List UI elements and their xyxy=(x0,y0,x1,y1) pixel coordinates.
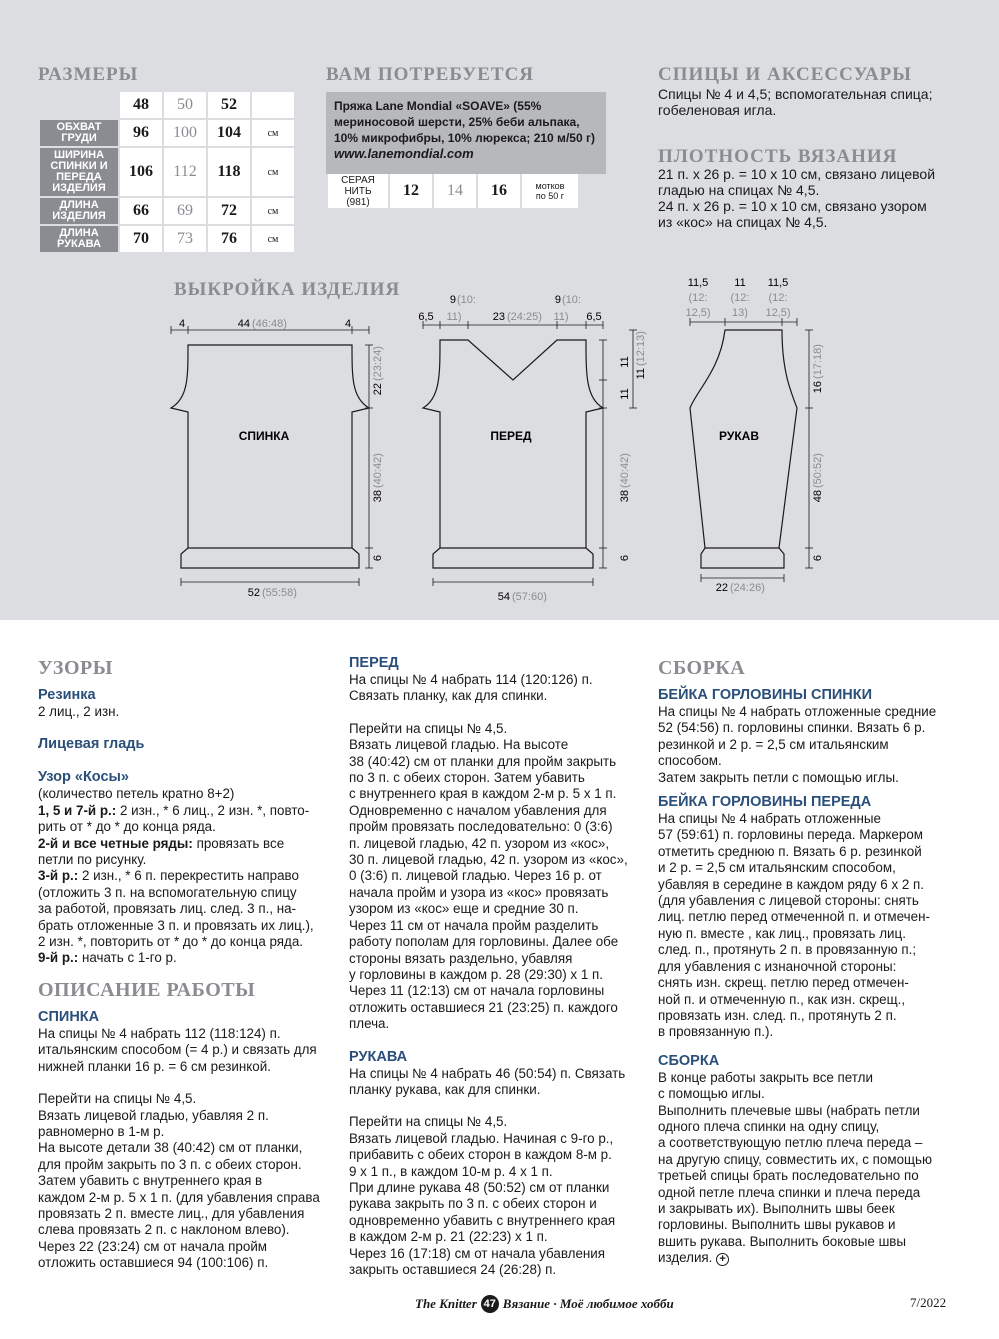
text-line: одной петле плеча спинки и плеча переда xyxy=(658,1184,921,1200)
text-line: На спицы № 4 набрать 112 (118:124) п. xyxy=(38,1025,281,1041)
text-line: (отложить 3 п. на вспомогательную спицу xyxy=(38,884,297,900)
column-3 xyxy=(658,655,963,1267)
text-line: отложить оставшиеся 21 (23:25) п. каждого xyxy=(349,999,618,1015)
unit-cell: см xyxy=(252,226,294,252)
text-line: На спицы № 4 набрать 114 (120:126) п. xyxy=(349,672,593,687)
dim-label: (10: xyxy=(562,294,581,306)
text-line: с помощью иглы. xyxy=(658,1086,765,1102)
yarn-unit: мотков по 50 г xyxy=(522,174,578,208)
text-line: Вязать лицевой гладью, убавляя 2 п. xyxy=(38,1107,269,1123)
dim-label: 11,5 xyxy=(767,277,789,289)
table-cell: 14 xyxy=(434,174,476,208)
text-line: (для убавления с лицевой стороны: снять xyxy=(658,893,919,909)
dim-label: 11 xyxy=(635,368,647,380)
dim-label: 6,5 xyxy=(418,311,434,323)
text-line: Вязать лицевой гладью. На высоте xyxy=(349,737,569,753)
text-line: На спицы № 4 набрать отложенные xyxy=(658,811,881,827)
text-line: стороны вязать раздельно, убавляя xyxy=(349,950,573,966)
dim-label: 9 xyxy=(449,294,456,306)
dim-label: 38 xyxy=(619,490,631,503)
text-line: 2 изн. *, повторить от * до * до конца ряда. xyxy=(38,934,304,950)
section-heading: УЗОРЫ xyxy=(38,657,113,679)
dim-label: 38 xyxy=(372,490,384,503)
issue-number: 7/2022 xyxy=(910,1295,947,1310)
dim-label: 11) xyxy=(553,311,569,323)
back-band xyxy=(181,548,359,568)
dim-label: 11) xyxy=(446,311,462,323)
text-line: равномерно в 1-м р. xyxy=(38,1123,165,1139)
text-line: При длине рукава 48 (50:52) см от планки xyxy=(349,1179,610,1195)
dim-label: (57:60) xyxy=(512,591,547,603)
text-line: провязать изн. след. п., протянуть 2 п. xyxy=(658,1007,897,1023)
text-line: В конце работы закрыть все петли xyxy=(658,1069,873,1085)
back-outline xyxy=(171,345,369,548)
text-line: 3-й р.: 2 изн., * 6 п. перекрестить направо xyxy=(38,868,299,884)
text-line: за работой, провязать лиц. след. 3 п., на- xyxy=(38,901,297,917)
text-line: п. лицевой гладью, 42 п. узором из «кос», xyxy=(349,835,610,851)
dim-label: (50:52) xyxy=(812,453,824,488)
text-line: Через 22 (23:24) см от начала пройм xyxy=(38,1238,268,1254)
gauge-text: 21 п. x 26 р. = 10 x 10 см, связано лицевой гладью на спицах № 4,5. 24 п. x 26 р. = 10 x 10 см, связано узором из «кос» на спицах № 4,5. xyxy=(658,166,936,230)
text-line: итальянским способом (= 4 р.) и связать для xyxy=(38,1042,317,1058)
subheading: Лицевая гладь xyxy=(38,736,145,753)
text-line: след. п., протянуть 2 п. в провязанную п.; xyxy=(658,942,917,958)
text-line: для убавления с изнаночной стороны: xyxy=(658,958,897,974)
text-line: и 2 р. = 2,5 см итальянским способом, xyxy=(658,860,896,876)
sleeve-label: РУКАВ xyxy=(719,429,759,443)
dim-label: (12: xyxy=(768,292,788,304)
text-line: каждом 2-м р. 5 x 1 п. (для убавления справа xyxy=(38,1189,320,1205)
text-line: 0 (3:6) п. лицевой гладью. Через 16 р. от xyxy=(349,868,602,884)
text-line: ную п. вместе , как лиц., провязать лиц. xyxy=(658,925,906,941)
dim-label: 48 xyxy=(812,490,824,503)
column-2 xyxy=(349,655,649,1278)
text-line: Затем закрыть петли с помощью иглы. xyxy=(658,769,899,785)
brand-name: The Knitter xyxy=(415,1296,477,1311)
table-cell: 100 xyxy=(164,120,206,146)
text-line: На спицы № 4 набрать 46 (50:54) п. Связать xyxy=(349,1065,626,1081)
dim-label: 22 xyxy=(715,582,728,594)
front-label: ПЕРЕД xyxy=(490,429,532,443)
subheading: Резинка xyxy=(38,687,96,703)
subheading: РУКАВА xyxy=(349,1048,408,1065)
table-cell: 112 xyxy=(164,148,206,196)
table-cell: 76 xyxy=(208,226,250,252)
yarn-line: Пряжа Lane Mondial «SOAVE» (55% xyxy=(334,99,542,113)
dim-label: 6 xyxy=(812,554,824,562)
text-line: закрыть оставшиеся 24 (26:28) п. xyxy=(349,1262,557,1277)
dim-label: 16 xyxy=(812,381,824,394)
dim-label: (24:25) xyxy=(507,311,542,323)
dim-label: 9 xyxy=(554,294,561,306)
text-line: Одновременно с началом убавления для xyxy=(349,802,607,818)
text-line: ной п. и отмеченную п., как изн. скрещ., xyxy=(658,991,906,1007)
text-line: 2-й и все четные ряды: провязать все xyxy=(38,835,285,851)
text-line: по 3 п. с обеих сторон. Затем убавить xyxy=(349,770,585,786)
text-line: 38 (40:42) см от планки для пройм закрыть xyxy=(349,753,617,769)
text-line: у горловины в каждом р. 28 (29:30) x 1 п. xyxy=(349,966,603,982)
yarn-line: мериносовой шерсти, 25% беби альпака, xyxy=(334,115,580,129)
dim-label: 22 xyxy=(372,383,384,396)
paragraph: 2 лиц., 2 изн. xyxy=(38,704,120,719)
dim-label: 11 xyxy=(619,356,631,368)
text-line: в каждом 2-м р. 21 (22:23) x 1 п. xyxy=(349,1229,548,1245)
needles-text: Спицы № 4 и 4,5; вспомогательная спица; гобеленовая игла. xyxy=(658,86,933,118)
text-line: петли по рисунку. xyxy=(38,852,147,868)
text-line: Связать планку, как для спинки. xyxy=(349,688,548,704)
text-line: в провязанную п.). xyxy=(658,1024,774,1040)
text-line: 1, 5 и 7-й р.: 2 изн., * 6 лиц., 2 изн. *, повто- xyxy=(38,802,310,818)
text-line: на другую спицу, совместить их, с помощью xyxy=(658,1151,933,1167)
dim-label: (10: xyxy=(457,294,476,306)
text-line: а соответствующую петлю плеча переда – xyxy=(658,1135,923,1151)
size-48: 48 xyxy=(120,92,162,118)
table-cell: 66 xyxy=(120,198,162,224)
unit-cell: см xyxy=(252,198,294,224)
dim-label: 6,5 xyxy=(586,311,602,323)
text-line: 30 п. лицевой гладью, 42 п. узором из «кос», xyxy=(349,852,628,868)
text-line: третьей спицы брать последовательно по xyxy=(658,1168,919,1184)
text-line: Перейти на спицы № 4,5. xyxy=(349,720,508,736)
need-title: ВАМ ПОТРЕБУЕТСЯ xyxy=(326,64,535,85)
section-heading: ОПИСАНИЕ РАБОТЫ xyxy=(38,978,256,1001)
dim-label: 52 xyxy=(247,587,260,599)
dim-label: (24:26) xyxy=(730,582,765,594)
text-line: Перейти на спицы № 4,5. xyxy=(38,1091,197,1107)
text-line: Через 16 (17:18) см от начала убавления xyxy=(349,1245,606,1261)
size-52: 52 xyxy=(208,92,250,118)
tagline: Вязание · Моё любимое хобби xyxy=(502,1296,674,1311)
text-line: Вязать лицевой гладью. Начиная с 9-го р., xyxy=(349,1130,614,1146)
table-cell: 104 xyxy=(208,120,250,146)
text-line: прибавить с обеих сторон в каждом 8-м р. xyxy=(349,1147,612,1163)
text-line: горловины. Выполнить швы рукавов и xyxy=(658,1217,896,1233)
row-label: ДЛИНА ИЗДЕЛИЯ xyxy=(40,198,118,224)
dim-label: 44 xyxy=(237,318,250,330)
text-line: рукава закрыть по 3 п. с обеих сторон и xyxy=(349,1196,597,1212)
row-label: ШИРИНА СПИНКИ И ПЕРЕДА ИЗДЕЛИЯ xyxy=(40,148,118,196)
text-line: отметить среднюю п. Вязать 6 р. резинкой xyxy=(658,843,922,859)
front-band xyxy=(433,548,593,568)
unit-cell: см xyxy=(252,120,294,146)
text-line: планку рукава, как для спинки. xyxy=(349,1081,541,1097)
table-cell: 118 xyxy=(208,148,250,196)
dim-label: 11 xyxy=(619,388,631,400)
text-line: 9 x 1 п., в каждом 10-м р. 4 x 1 п. xyxy=(349,1163,553,1179)
end-mark-icon: + xyxy=(716,1253,729,1266)
text-line: узором из «кос» еще и средние 30 п. xyxy=(349,901,579,917)
subheading: Узор «Косы» xyxy=(38,769,129,786)
text-line: начала пройм и узора из «кос» провязать xyxy=(349,884,609,900)
text-line: для пройм закрыть по 3 п. с обеих сторон. xyxy=(38,1156,302,1172)
text-line: провязать 2 п. вместе лиц., для убавления xyxy=(38,1205,305,1221)
table-cell: 12 xyxy=(390,174,432,208)
dim-label: 4 xyxy=(178,318,186,330)
dim-label: 12,5) xyxy=(765,307,791,319)
yarn-color-label: СЕРАЯ НИТЬ (981) xyxy=(328,174,388,208)
table-cell: 73 xyxy=(164,226,206,252)
needles-title: СПИЦЫ И АКСЕССУАРЫ xyxy=(658,64,912,85)
table-cell: 70 xyxy=(120,226,162,252)
dim-label: 6 xyxy=(619,554,631,562)
subheading: БЕЙКА ГОРЛОВИНЫ ПЕРЕДА xyxy=(658,794,872,811)
yarn-url: www.lanemondial.com xyxy=(334,146,474,161)
text-line: рить от * до * до конца ряда. xyxy=(38,819,216,835)
text-line: убавляя в середине в каждом ряду 6 x 2 п. xyxy=(658,876,925,892)
dim-label: 6 xyxy=(372,554,384,562)
text-line: 57 (59:61) п. горловины переда. Маркером xyxy=(658,827,923,843)
dim-label: (40:42) xyxy=(372,453,384,488)
text-line: брать отложенные 3 п. и провязать их лиц.), xyxy=(38,917,314,933)
size-50: 50 xyxy=(164,92,206,118)
subheading: СПИНКА xyxy=(38,1008,100,1025)
text-line: одновременно убавить с внутреннего края xyxy=(349,1212,616,1228)
text-line: лиц. петлю перед отмеченной п. и отмечен- xyxy=(658,909,930,925)
text-line: снять изн. скрещ. петлю перед отмечен- xyxy=(658,975,909,991)
dim-label: (12: xyxy=(730,292,750,304)
text-line: Перейти на спицы № 4,5. xyxy=(349,1114,508,1130)
text-line: 9-й р.: начать с 1-го р. xyxy=(38,950,177,966)
text-line: изделия. + xyxy=(658,1250,963,1266)
dim-label: (23:24) xyxy=(372,346,384,381)
text-line: вшить рукава. Выполнить боковые швы xyxy=(658,1233,907,1249)
row-label: ОБХВАТ ГРУДИ xyxy=(40,120,118,146)
dim-label: (55:58) xyxy=(262,587,297,599)
front-outline xyxy=(423,340,603,548)
subheading: СБОРКА xyxy=(658,1052,720,1069)
text-line: слева провязать 2 п. с наклоном влево). xyxy=(38,1222,290,1238)
text-line: На спицы № 4 набрать отложенные средние xyxy=(658,704,937,719)
dim-label: 11,5 xyxy=(687,277,709,289)
yarn-line: 10% микрофибры, 10% люрекса; 210 м/50 г) xyxy=(334,131,595,145)
text-line: Через 11 см от начала пройм разделить xyxy=(349,917,599,933)
unit-cell: см xyxy=(252,148,294,196)
schematics xyxy=(0,0,999,620)
table-cell: 106 xyxy=(120,148,162,196)
text-line: и закрывать их). Выполнить швы беек xyxy=(658,1200,895,1216)
table-cell: 69 xyxy=(164,198,206,224)
text-line: отложить оставшиеся 94 (100:106) п. xyxy=(38,1255,269,1271)
text-line: На высоте детали 38 (40:42) см от планки, xyxy=(38,1140,303,1156)
pattern-title: ВЫКРОЙКА ИЗДЕЛИЯ xyxy=(174,279,401,300)
text-line: резинкой и 2 р. = 2,5 см итальянским xyxy=(658,736,889,752)
text-line: Выполнить плечевые швы (набрать петли xyxy=(658,1102,920,1118)
dim-label: 12,5) xyxy=(685,307,711,319)
text-line: Через 11 (12:13) см от начала горловины xyxy=(349,983,605,999)
subheading: ПЕРЕД xyxy=(349,655,399,671)
dim-label: (17:18) xyxy=(812,344,824,379)
sleeve-band xyxy=(701,548,784,568)
text-line: пройм провязать последовательно: 0 (3:6) xyxy=(349,819,613,835)
table-cell: 96 xyxy=(120,120,162,146)
text-line: способом. xyxy=(658,753,722,769)
sizes-title: РАЗМЕРЫ xyxy=(38,64,139,85)
text-line: работу пополам для горловины. Далее обе xyxy=(349,934,619,950)
table-cell: 72 xyxy=(208,198,250,224)
subheading: БЕЙКА ГОРЛОВИНЫ СПИНКИ xyxy=(658,687,873,703)
dim-label: (46:48) xyxy=(252,318,287,330)
text-line: (количество петель кратно 8+2) xyxy=(38,786,235,802)
column-1 xyxy=(38,655,338,1272)
dim-label: (12:13) xyxy=(635,331,647,366)
table-cell: 16 xyxy=(478,174,520,208)
row-label: ДЛИНА РУКАВА xyxy=(40,226,118,252)
dim-label: 13) xyxy=(732,307,748,319)
dim-label: 4 xyxy=(344,318,352,330)
text-line: нижней планки 16 р. = 6 см резинкой. xyxy=(38,1058,271,1074)
dim-label: 23 xyxy=(492,311,505,323)
dim-label: (12: xyxy=(688,292,708,304)
text-line: плеча. xyxy=(349,1016,390,1032)
dim-label: (40:42) xyxy=(619,453,631,488)
dim-label: 54 xyxy=(497,591,510,603)
text-line: 52 (54:56) п. горловины спинки. Вязать 6 р. xyxy=(658,720,926,736)
text-line: одного плеча спинки на одну спицу, xyxy=(658,1118,880,1134)
text-line: с внутреннего края в каждом 2-м р. 5 x 1 п. xyxy=(349,786,617,802)
text-line: Затем убавить с внутреннего края в xyxy=(38,1173,263,1189)
section-heading: СБОРКА xyxy=(658,657,746,679)
gauge-title: ПЛОТНОСТЬ ВЯЗАНИЯ xyxy=(658,146,898,167)
dim-label: 11 xyxy=(734,277,746,289)
page-number: 47 xyxy=(481,1295,499,1313)
back-label: СПИНКА xyxy=(238,429,290,443)
